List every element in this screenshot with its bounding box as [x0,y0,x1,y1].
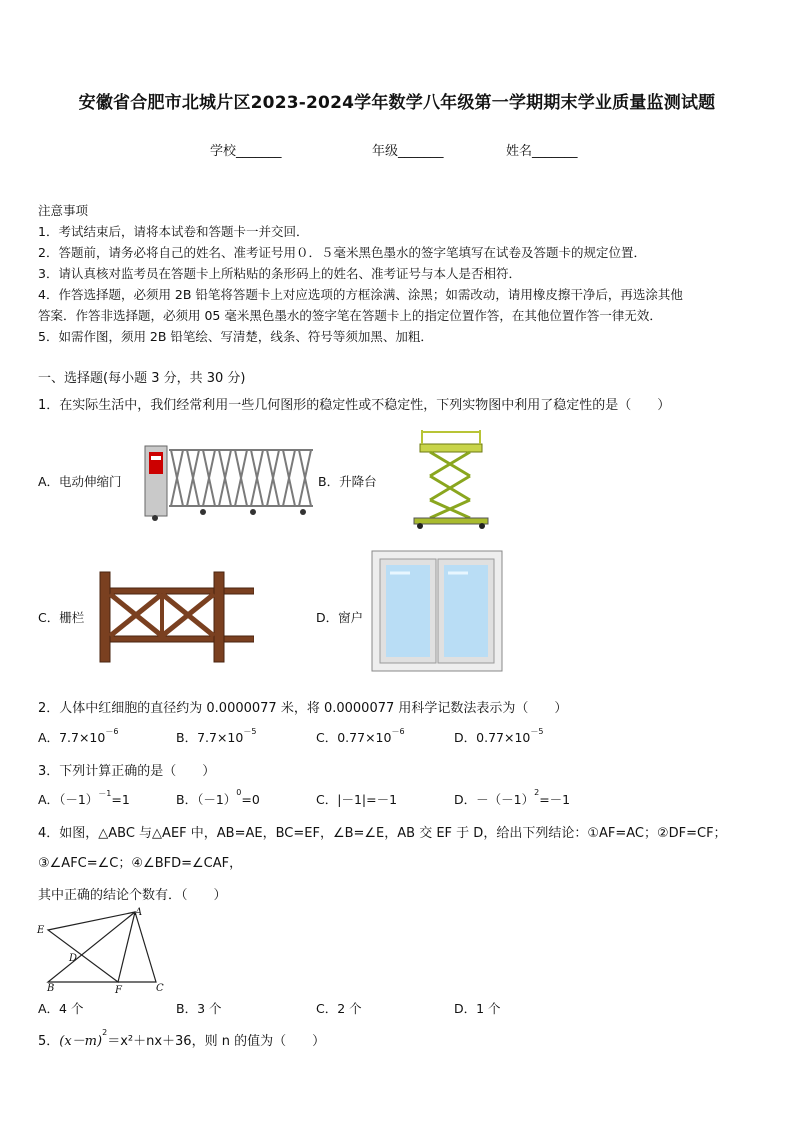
label-b: B [47,983,55,994]
triangle-figure [34,904,174,996]
label-c: C [156,983,164,994]
notice-item: 5．如需作图，须用 2B 铅笔绘、写清楚，线条、符号等须加黑、加粗． [38,329,433,344]
label-e: E [37,925,45,936]
retractable-gate-image [143,440,313,522]
q2-option-d: D．$0.77\times 10^{-5}$ [454,727,544,745]
label-f: F [115,985,122,996]
label-a: A [135,907,143,918]
q1-option-c: C．栅栏 [38,610,85,625]
notice-item: 4．作答选择题，必须用 2B 铅笔将答题卡上对应选项的方框涂满、涂黑；如需改动，请用橡皮擦干净后，再选涂其他 [38,287,683,302]
fence-image [96,566,254,666]
q3-option-c: C．|－1|=－1 [316,792,398,807]
notice-item: 答案．作答非选择题，必须用 05 毫米黑色墨水的签字笔在答题卡上的指定位置作答，在其他位置作答一律无效． [38,308,662,323]
q3-option-d: D．$-(-1)^2=-1$ [454,788,571,807]
scissor-arms [430,452,470,518]
notice-item: 1．考试结束后，请将本试卷和答题卡一并交回． [38,224,309,239]
page-title: 安徽省合肥市北城片区2023-2024学年数学八年级第一学期期末学业质量监测试题 [78,93,716,113]
question-3-stem: 3．下列计算正确的是（ ） [38,764,216,779]
triangle-lines [48,912,156,982]
name-field: 姓名_______ [506,144,578,159]
q4-option-d: D．1 个 [454,1001,501,1016]
school-field: 学校_______ [210,144,282,159]
lift-platform-image [406,426,492,530]
gate-lattice [169,450,313,506]
q3-option-b: B．$(-1)^0=0$ [176,788,260,807]
q1-option-a: A．电动伸缩门 [38,474,122,489]
question-1-stem: 1．在实际生活中，我们经常利用一些几何图形的稳定性或不稳定性，下列实物图中利用了稳定性的是（ ） [38,398,671,413]
q4-option-a: A．4 个 [38,1001,84,1016]
q1-option-d: D．窗户 [316,610,364,625]
q2-option-a: A．$7.7\times 10^{-6}$ [38,727,119,745]
q4-option-b: B．3 个 [176,1001,222,1016]
section-heading: 一、选择题(每小题 3 分，共 30 分) [38,371,246,386]
q2-option-c: C．$0.77\times 10^{-6}$ [316,727,405,745]
notice-heading: 注意事项 [38,203,89,218]
question-4-line2: ③∠AFC=∠C；④∠BFD=∠CAF， [38,856,243,871]
notice-item: 2．答题前，请务必将自己的姓名、准考证号用０．５毫米黑色墨水的签字笔填写在试卷及答题卡的规定位置． [38,245,646,260]
q1-option-b: B．升降台 [318,474,377,489]
notice-item: 3．请认真核对监考员在答题卡上所粘贴的条形码上的姓名、准考证号与本人是否相符． [38,266,521,281]
question-5-stem: 5．$(x-m)^2=x^2+nx+36$，则 n 的值为（ ） [38,1028,326,1049]
question-2-stem: 2．人体中红细胞的直径约为 0.0000077 米，将 0.0000077 用科学记数法表示为（ ） [38,701,568,716]
label-d: D [69,953,78,964]
question-4-line1: 4．如图，△ABC 与△AEF 中，AB=AE，BC=EF，∠B=∠E，AB 交 EF 于 D，给出下列结论：①AF=AC；②DF=CF； [38,826,727,841]
window-image [370,549,504,673]
gate-red-panel [149,452,163,474]
q2-option-b: B．$7.7\times 10^{-5}$ [176,727,257,745]
grade-field: 年级_______ [372,144,444,159]
q3-option-a: A．$(-1)^{-1}=1$ [38,789,130,807]
q4-option-c: C．2 个 [316,1001,362,1016]
question-4-line3: 其中正确的结论个数有．（ ） [38,888,227,903]
